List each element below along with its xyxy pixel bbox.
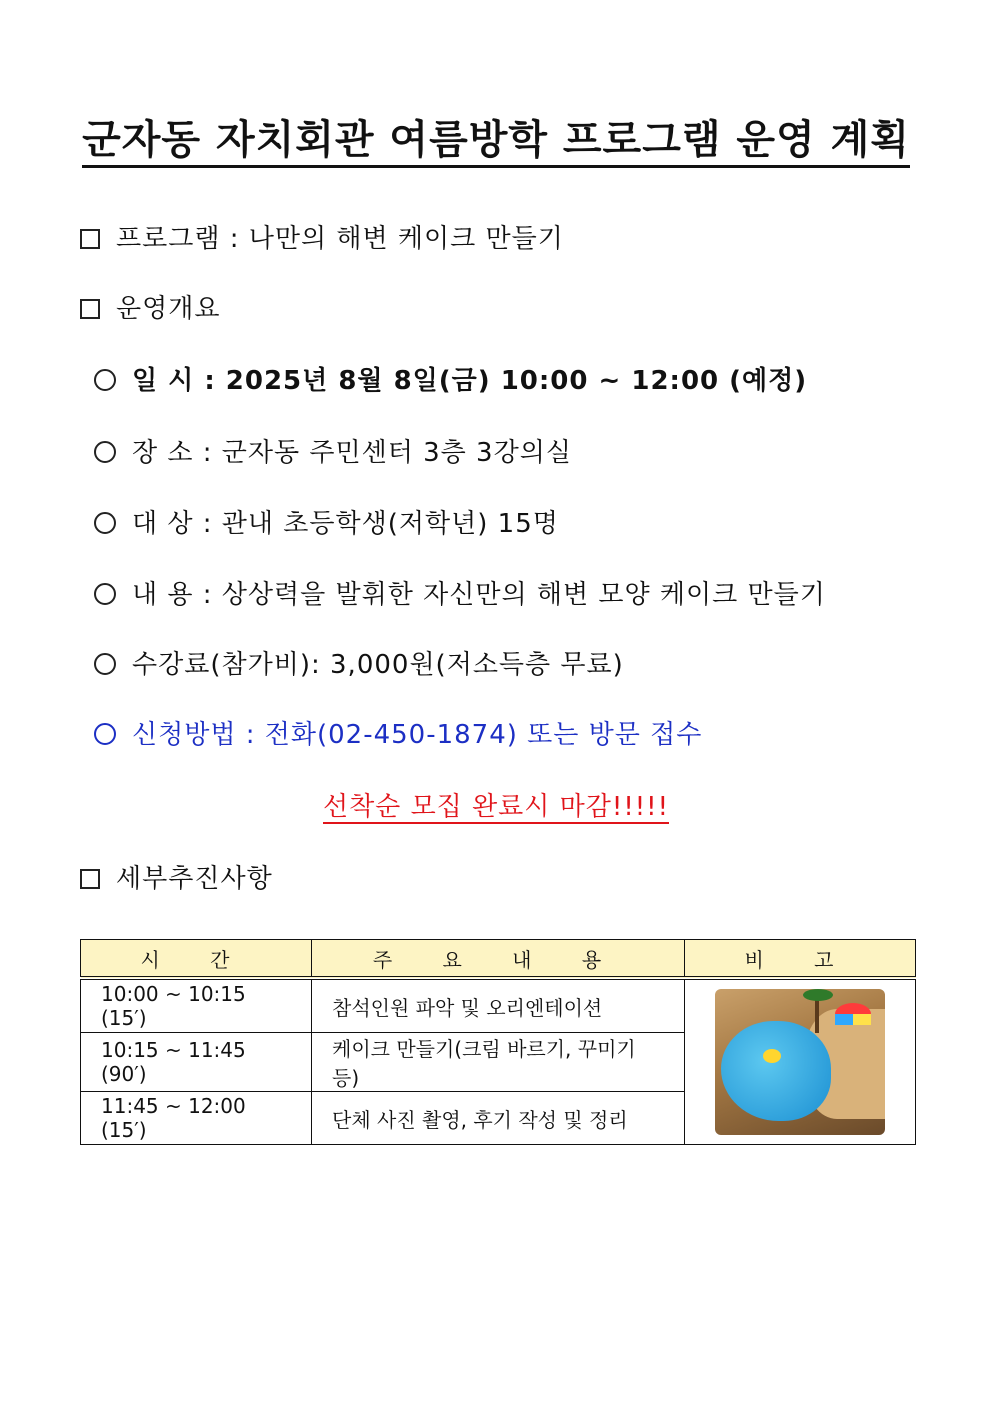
notice-text: 선착순 모집 완료시 마감!!!!! <box>322 792 670 822</box>
item-fee <box>94 644 624 681</box>
content-cell: 케이크 만들기(크림 바르기, 꾸미기 등) <box>312 1033 685 1092</box>
time-cell: 11:45 ~ 12:00 (15′) <box>81 1092 312 1145</box>
fee-text: 수강료(참가비): 3,000원(저소득층 무료) <box>132 650 624 680</box>
beach-cake-photo <box>715 989 885 1135</box>
content-text: 내 용 : 상상력을 발휘한 자신만의 해변 모양 케이크 만들기 <box>132 580 826 610</box>
circle-bullet-icon <box>94 369 116 391</box>
header-note: 비 고 <box>685 940 916 979</box>
document-title <box>0 108 992 165</box>
content-cell: 참석인원 파악 및 오리엔테이션 <box>312 978 685 1033</box>
item-apply <box>94 714 702 751</box>
header-content: 주 요 내 용 <box>312 940 685 979</box>
datetime-text: 일 시 : 2025년 8월 8일(금) 10:00 ~ 12:00 (예정) <box>132 366 808 396</box>
checkbox-square-icon <box>80 229 100 249</box>
item-place <box>94 432 572 469</box>
overview-heading-text: 운영개요 <box>116 294 221 324</box>
target-text: 대 상 : 관내 초등학생(저학년) 15명 <box>132 509 559 539</box>
schedule-table <box>80 939 916 1145</box>
umbrella-icon <box>835 1003 871 1025</box>
time-cell: 10:00 ~ 10:15 (15′) <box>81 978 312 1033</box>
content-cell: 단체 사진 촬영, 후기 작성 및 정리 <box>312 1092 685 1145</box>
notice-line <box>0 786 992 823</box>
program-line <box>80 218 564 255</box>
circle-bullet-icon <box>94 723 116 745</box>
header-time: 시 간 <box>81 940 312 979</box>
overview-heading <box>80 288 220 325</box>
item-target <box>94 503 559 540</box>
circle-bullet-icon <box>94 512 116 534</box>
details-heading-text: 세부추진사항 <box>116 864 273 894</box>
title-text: 군자동 자치회관 여름방학 프로그램 운영 계획 <box>82 117 910 168</box>
note-cell <box>685 978 916 1145</box>
checkbox-square-icon <box>80 299 100 319</box>
circle-bullet-icon <box>94 653 116 675</box>
table-row <box>81 978 916 1033</box>
circle-bullet-icon <box>94 583 116 605</box>
item-content <box>94 574 826 611</box>
program-text: 프로그램 : 나만의 해변 케이크 만들기 <box>116 224 564 254</box>
checkbox-square-icon <box>80 869 100 889</box>
item-datetime <box>94 360 807 397</box>
time-cell: 10:15 ~ 11:45 (90′) <box>81 1033 312 1092</box>
circle-bullet-icon <box>94 441 116 463</box>
duck-icon <box>763 1049 781 1063</box>
details-heading <box>80 858 273 895</box>
apply-text: 신청방법 : 전화(02-450-1874) 또는 방문 접수 <box>132 720 703 750</box>
place-text: 장 소 : 군자동 주민센터 3층 3강의실 <box>132 438 572 468</box>
table-header-row <box>81 940 916 979</box>
